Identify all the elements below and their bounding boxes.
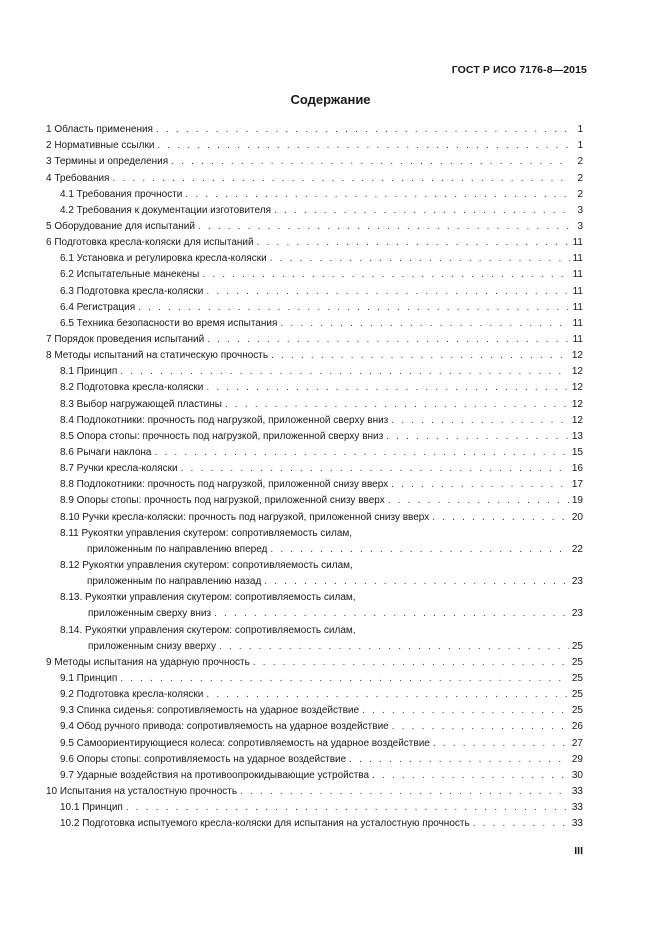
- toc-entry[interactable]: 8 Методы испытаний на статическую прочность . . . 12: [46, 347, 583, 363]
- table-of-contents: [46, 121, 583, 831]
- toc-title: Содержание: [290, 92, 371, 107]
- toc-subentry[interactable]: 8.3 Выбор нагружающей пластины . . . 12: [46, 395, 583, 411]
- toc-subentry[interactable]: 9.5 Самоориентирующиеся колеса: сопротивляемость на ударное воздействие . . . 27: [46, 734, 583, 750]
- toc-subentry[interactable]: 6.5 Техника безопасности во время испытания . . . 11: [46, 315, 583, 331]
- toc-subentry[interactable]: 8.2 Подготовка кресла-коляски . . . 12: [46, 379, 583, 395]
- page-number: III: [574, 845, 583, 857]
- toc-subentry[interactable]: 8.4 Подлокотники: прочность под нагрузкой, приложенной сверху вниз . . . 12: [46, 412, 583, 428]
- toc-subentry-multiline[interactable]: 8.14. Рукоятки управления скутером: сопротивляемость силам, приложенным снизу вверху . . . 25: [46, 621, 583, 653]
- toc-subentry[interactable]: 6.4 Регистрация . . . 11: [46, 299, 583, 315]
- toc-subentry[interactable]: 6.2 Испытательные манекены . . . 11: [46, 266, 583, 282]
- toc-entry[interactable]: 10 Испытания на усталостную прочность . . . 33: [46, 783, 583, 799]
- toc-subentry-multiline[interactable]: 8.12 Рукоятки управления скутером: сопротивляемость силам, приложенным по направлению назад . . . 23: [46, 557, 583, 589]
- toc-subentry[interactable]: 9.2 Подготовка кресла-коляски . . . 25: [46, 686, 583, 702]
- toc-subentry[interactable]: 9.4 Обод ручного привода: сопротивляемость на ударное воздействие . . . 26: [46, 718, 583, 734]
- toc-subentry[interactable]: 9.3 Спинка сиденья: сопротивляемость на ударное воздействие . . . 25: [46, 702, 583, 718]
- document-id: ГОСТ Р ИСО 7176-8—2015: [451, 64, 587, 76]
- toc-entry[interactable]: 9 Методы испытания на ударную прочность . . . 25: [46, 654, 583, 670]
- toc-subentry[interactable]: 6.3 Подготовка кресла-коляски . . . 11: [46, 282, 583, 298]
- toc-subentry[interactable]: 4.1 Требования прочности . . . 2: [46, 186, 583, 202]
- toc-subentry[interactable]: 8.10 Ручки кресла-коляски: прочность под нагрузкой, приложенной снизу вверх . . . 20: [46, 508, 583, 524]
- toc-subentry[interactable]: 9.6 Опоры стопы: сопротивляемость на ударное воздействие . . . 29: [46, 751, 583, 767]
- toc-entry[interactable]: 3 Термины и определения . . . 2: [46, 153, 583, 169]
- toc-entry[interactable]: 4 Требования . . . 2: [46, 169, 583, 185]
- toc-subentry[interactable]: 8.1 Принцип . . . 12: [46, 363, 583, 379]
- toc-subentry[interactable]: 10.2 Подготовка испытуемого кресла-коляски для испытания на усталостную прочность . . . 33: [46, 815, 583, 831]
- toc-subentry[interactable]: 4.2 Требования к документации изготовителя . . . 3: [46, 202, 583, 218]
- toc-subentry[interactable]: 8.6 Рычаги наклона . . . 15: [46, 444, 583, 460]
- toc-entry[interactable]: 5 Оборудование для испытаний . . . 3: [46, 218, 583, 234]
- toc-subentry[interactable]: 9.7 Ударные воздействия на противоопрокидывающие устройства . . . 30: [46, 767, 583, 783]
- toc-subentry[interactable]: 8.5 Опора стопы: прочность под нагрузкой, приложенной сверху вниз . . . 13: [46, 428, 583, 444]
- toc-entry[interactable]: 2 Нормативные ссылки . . . 1: [46, 137, 583, 153]
- toc-entry[interactable]: 1 Область применения . . . 1: [46, 121, 583, 137]
- toc-subentry[interactable]: 8.9 Опоры стопы: прочность под нагрузкой, приложенной снизу вверх . . . 19: [46, 492, 583, 508]
- toc-subentry[interactable]: 9.1 Принцип . . . 25: [46, 670, 583, 686]
- toc-subentry-multiline[interactable]: 8.11 Рукоятки управления скутером: сопротивляемость силам, приложенным по направлению вперед . . . 22: [46, 525, 583, 557]
- toc-subentry-multiline[interactable]: 8.13. Рукоятки управления скутером: сопротивляемость силам, приложенным сверху вниз . . . 23: [46, 589, 583, 621]
- toc-subentry[interactable]: 6.1 Установка и регулировка кресла-коляски . . . 11: [46, 250, 583, 266]
- toc-subentry[interactable]: 8.8 Подлокотники: прочность под нагрузкой, приложенной снизу вверх . . . 17: [46, 476, 583, 492]
- toc-subentry[interactable]: 10.1 Принцип . . . 33: [46, 799, 583, 815]
- toc-entry[interactable]: 7 Порядок проведения испытаний . . . 11: [46, 331, 583, 347]
- toc-entry[interactable]: 6 Подготовка кресла-коляски для испытаний . . . 11: [46, 234, 583, 250]
- toc-subentry[interactable]: 8.7 Ручки кресла-коляски . . . 16: [46, 460, 583, 476]
